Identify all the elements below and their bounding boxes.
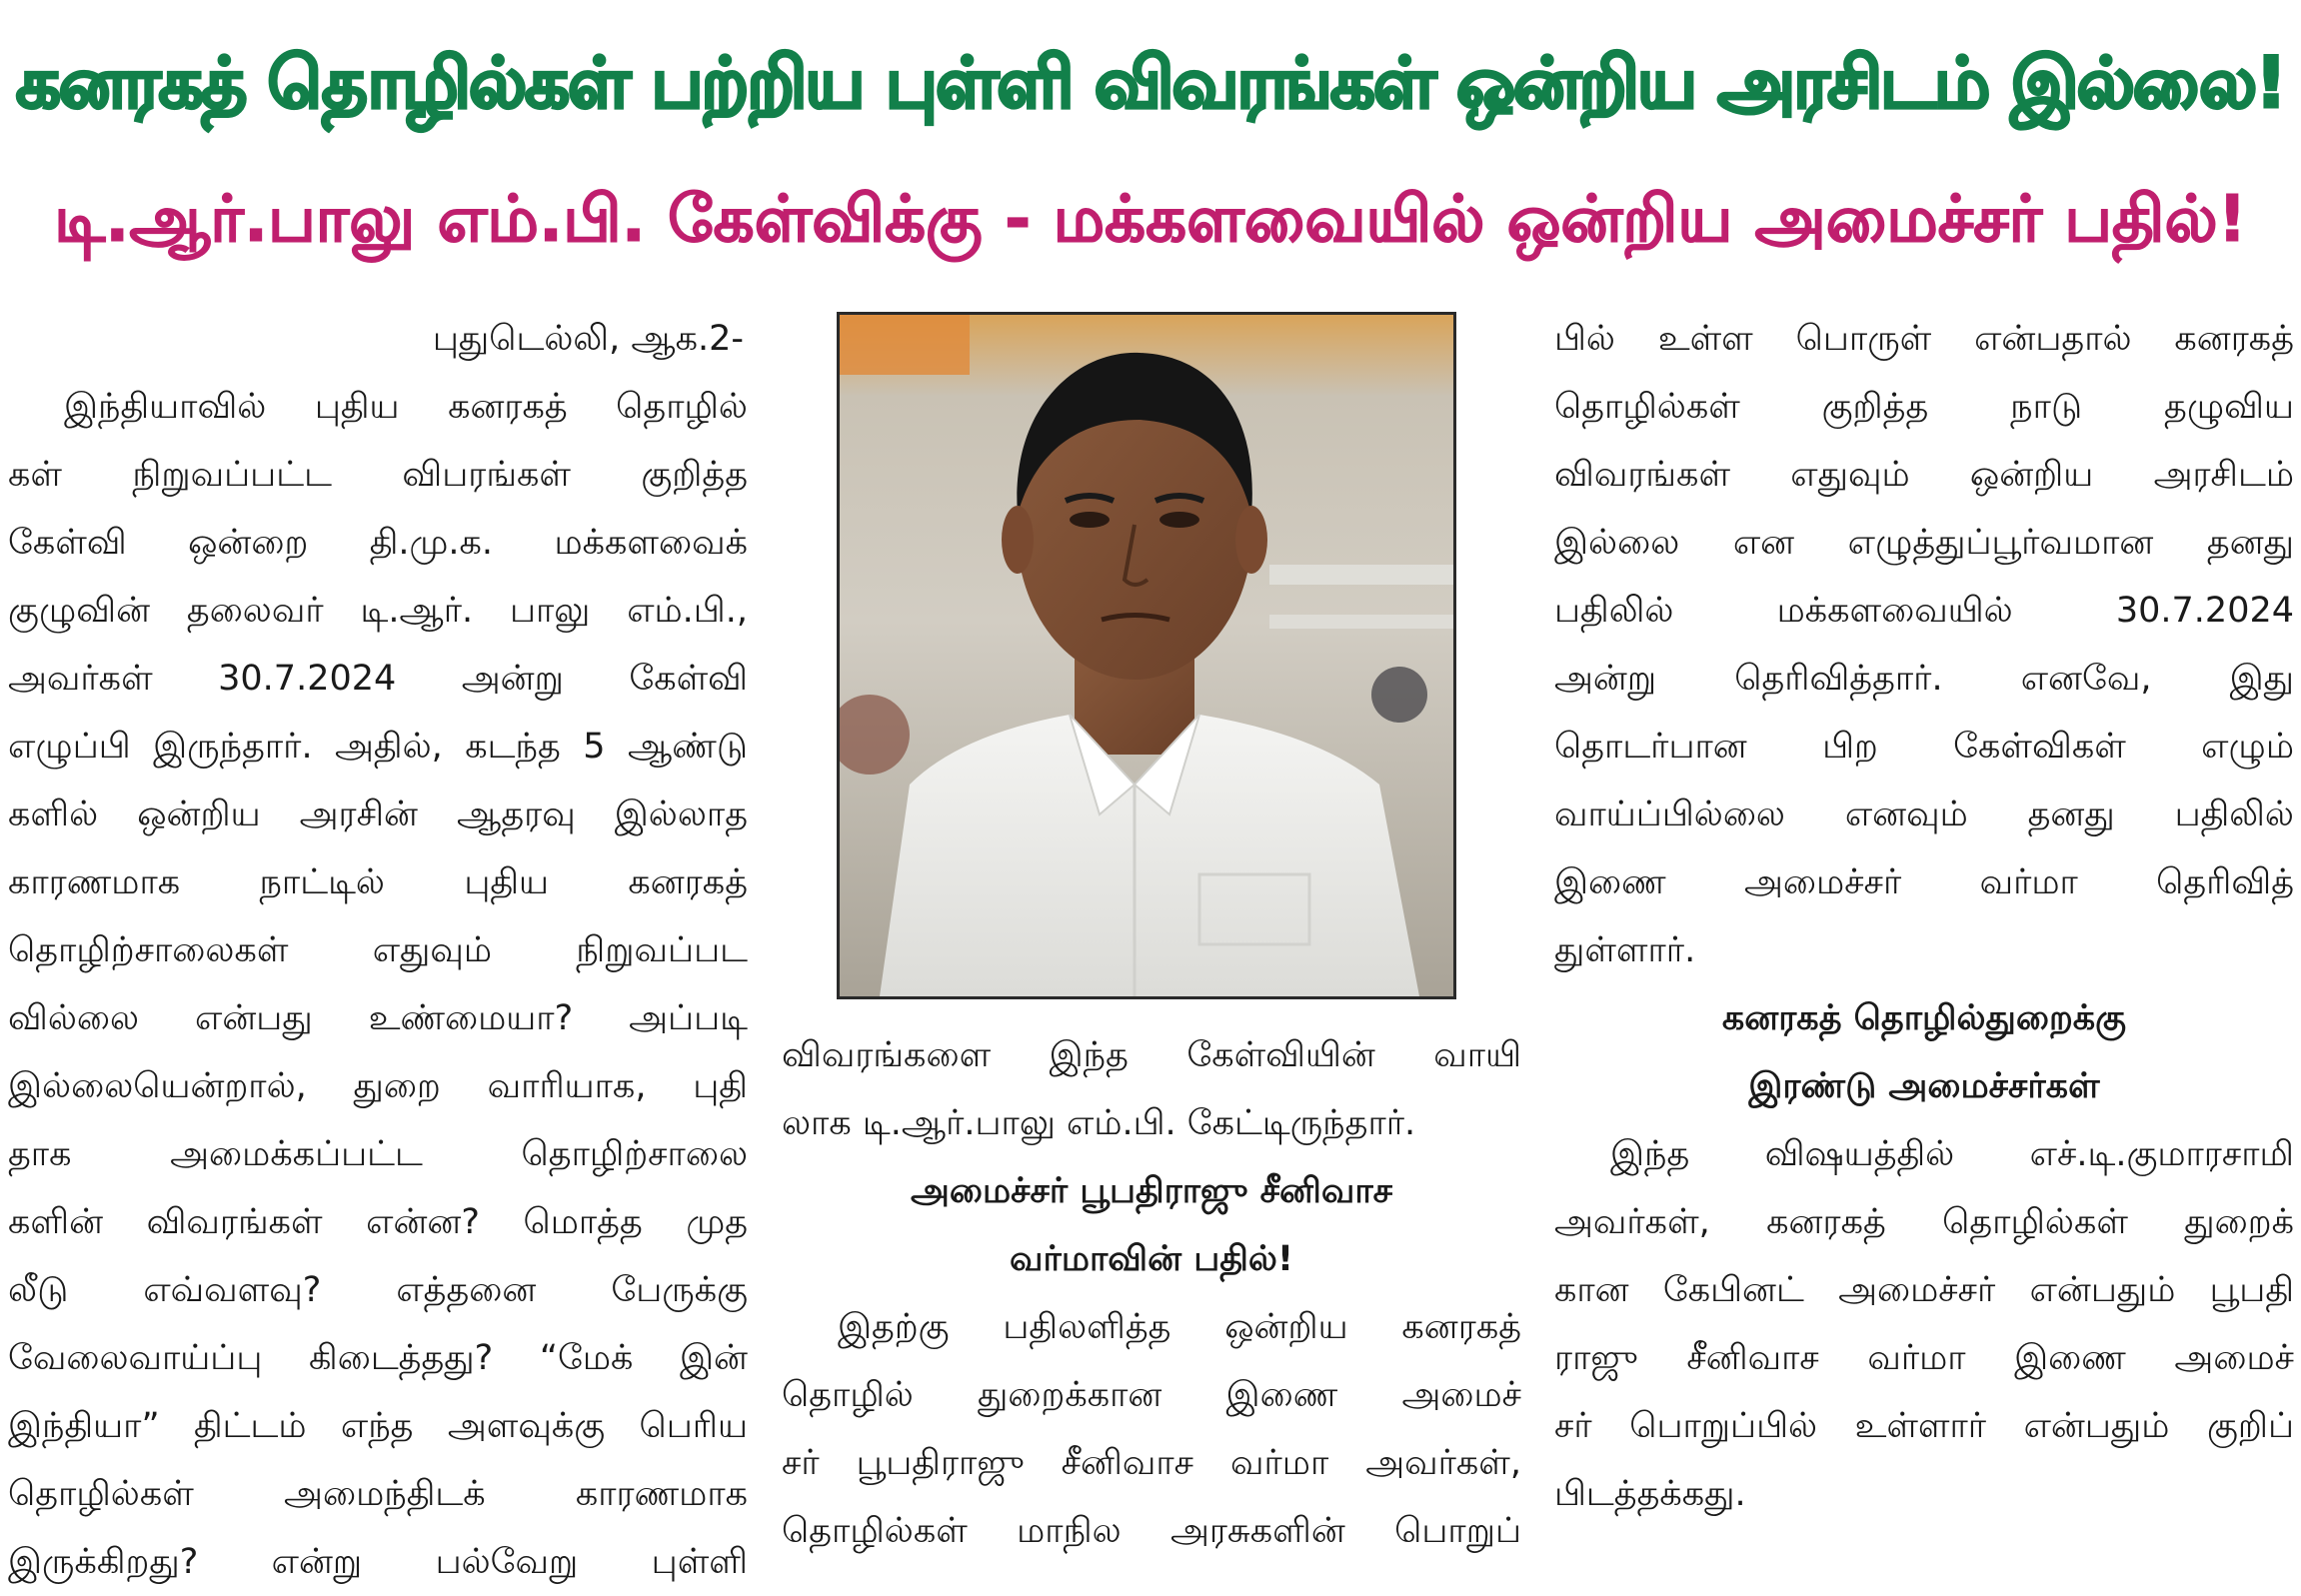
section-subheading: கனரகத் தொழில்துறைக்கு — [1721, 998, 2127, 1038]
article-line: களின் விவரங்கள் என்ன? மொத்த முத — [8, 1202, 748, 1242]
article-line: இல்லை என எழுத்துப்பூர்வமான தனது — [1554, 523, 2294, 563]
article-line: தொழில்கள் மாநில அரசுகளின் பொறுப் — [782, 1511, 1521, 1551]
section-subheading: வர்மாவின் பதில்! — [1010, 1239, 1293, 1279]
article-line: தொடர்பான பிற கேள்விகள் எழும் — [1554, 727, 2294, 767]
article-line: லாக டி.ஆர்.பாலு எம்.பி. கேட்டிருந்தார். — [782, 1103, 1416, 1143]
section-subheading: அமைச்சர் பூபதிராஜு சீனிவாச — [910, 1171, 1393, 1211]
article-line: தாக அமைக்கப்பட்ட தொழிற்சாலை — [8, 1134, 748, 1174]
article-line: பில் உள்ள பொருள் என்பதால் கனரகத் — [1554, 319, 2294, 359]
article-line: இல்லையென்றால், துறை வாரியாக, புதி — [8, 1066, 748, 1106]
article-line: வாய்ப்பில்லை எனவும் தனது பதிலில் — [1554, 795, 2294, 834]
dateline: புதுடெல்லி, ஆக.2- — [432, 319, 744, 359]
article-line: விவரங்களை இந்த கேள்வியின் வாயி — [782, 1035, 1521, 1075]
article-line: இதற்கு பதிலளித்த ஒன்றிய கனரகத் — [838, 1307, 1521, 1347]
article-line: கான கேபினட் அமைச்சர் என்பதும் பூபதி — [1554, 1270, 2294, 1310]
article-line: எழுப்பி இருந்தார். அதில், கடந்த 5 ஆண்டு — [8, 727, 748, 767]
portrait-photo — [837, 312, 1456, 999]
article-line: தொழில்கள் அமைந்திடக் காரணமாக — [8, 1474, 748, 1514]
article-line: இந்தியா” திட்டம் எந்த அளவுக்கு பெரிய — [8, 1406, 748, 1446]
article-line: பதிலில் மக்களவையில் 30.7.2024 — [1554, 591, 2294, 631]
article-line: இருக்கிறது? என்று பல்வேறு புள்ளி — [8, 1542, 748, 1582]
article-line: தொழில் துறைக்கான இணை அமைச் — [782, 1375, 1521, 1415]
article-line: பிடத்தக்கது. — [1554, 1474, 1746, 1514]
article-line: வில்லை என்பது உண்மையா? அப்படி — [8, 998, 748, 1038]
article-line: கள் நிறுவப்பட்ட விபரங்கள் குறித்த — [8, 455, 748, 495]
article-line: காரணமாக நாட்டில் புதிய கனரகத் — [8, 862, 748, 902]
article-line: களில் ஒன்றிய அரசின் ஆதரவு இல்லாத — [8, 795, 748, 834]
article-line: தொழில்கள் குறித்த நாடு தழுவிய — [1554, 387, 2294, 427]
article-column-middle — [782, 1021, 1521, 1565]
article-line: லீடு எவ்வளவு? எத்தனை பேருக்கு — [8, 1270, 748, 1310]
subheadline: டி.ஆர்.பாலு எம்.பி. கேள்விக்கு - மக்களவையில் ஒன்றிய அமைச்சர் பதில்! — [54, 183, 2247, 257]
article-line: இந்தியாவில் புதிய கனரகத் தொழில் — [64, 387, 748, 427]
article-line: கேள்வி ஒன்றை தி.மு.க. மக்களவைக் — [8, 523, 748, 563]
article-column-left — [8, 305, 748, 1596]
article-line: வேலைவாய்ப்பு கிடைத்தது? “மேக் இன் — [8, 1338, 748, 1378]
article-line: அவர்கள் 30.7.2024 அன்று கேள்வி — [8, 659, 748, 699]
article-line: துள்ளார். — [1554, 930, 1696, 970]
article-line: இணை அமைச்சர் வர்மா தெரிவித் — [1554, 862, 2294, 902]
article-line: விவரங்கள் எதுவும் ஒன்றிய அரசிடம் — [1554, 455, 2294, 495]
article-line: அன்று தெரிவித்தார். எனவே, இது — [1554, 659, 2294, 699]
article-line: ராஜு சீனிவாச வர்மா இணை அமைச் — [1554, 1338, 2294, 1378]
article-line: சர் பொறுப்பில் உள்ளார் என்பதும் குறிப் — [1554, 1406, 2294, 1446]
article-line: சர் பூபதிராஜு சீனிவாச வர்மா அவர்கள், — [782, 1443, 1521, 1483]
article-line: அவர்கள், கனரகத் தொழில்கள் துறைக் — [1554, 1202, 2294, 1242]
headline: கனரகத் தொழில்கள் பற்றிய புள்ளி விவரங்கள் ஒன்றிய அரசிடம் இல்லை! — [15, 42, 2286, 124]
article-line: குழுவின் தலைவர் டி.ஆர். பாலு எம்.பி., — [8, 591, 748, 631]
section-subheading: இரண்டு அமைச்சர்கள் — [1748, 1066, 2100, 1106]
article-line: இந்த விஷயத்தில் எச்.டி.குமாரசாமி — [1610, 1134, 2294, 1174]
article-column-right — [1554, 305, 2294, 1528]
article-line: தொழிற்சாலைகள் எதுவும் நிறுவப்பட — [8, 930, 748, 970]
portrait-illustration — [840, 315, 1453, 996]
